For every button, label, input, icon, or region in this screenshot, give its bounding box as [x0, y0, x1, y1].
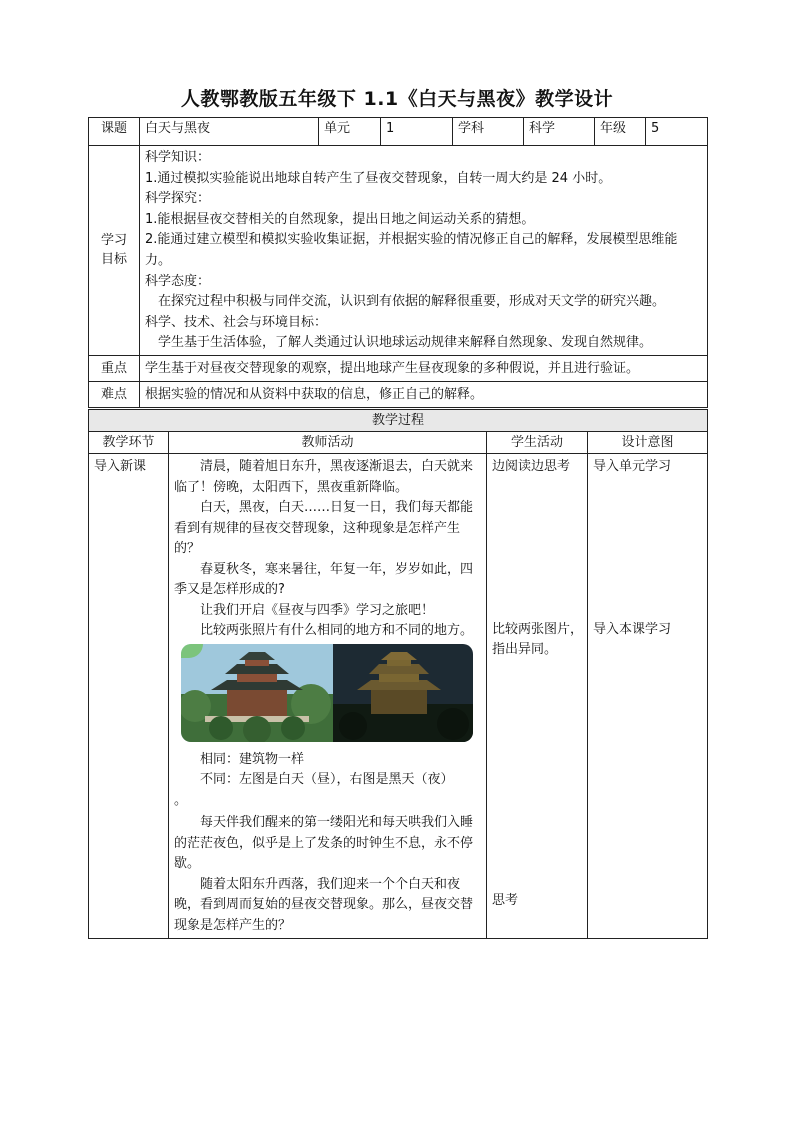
objectives-content — [140, 146, 708, 356]
teacher-activity — [169, 454, 487, 939]
key-point-label: 重点 — [89, 355, 140, 381]
day-night-photos — [181, 644, 473, 742]
objective-line: 1.能根据昼夜交替相关的自然现象，提出日地之间运动关系的猜想。 — [145, 211, 535, 227]
subject-label: 学科 — [453, 118, 524, 146]
process-row-intro — [89, 454, 708, 939]
objective-line: 科学、技术、社会与环境目标： — [145, 314, 328, 330]
teacher-paragraph: 每天伴我们醒来的第一缕阳光和每天哄我们入睡的茫茫夜色，似乎是上了发条的时钟生不息，永不停歇。 — [174, 815, 474, 871]
teacher-paragraph: 白天，黑夜，白天……日复一日，我们每天都能看到有规律的昼夜交替现象，这种现象是怎样产生的？ — [174, 500, 474, 556]
objective-line: 学生基于生活体验，了解人类通过认识地球运动规律来解释自然现象、发现自然规律。 — [158, 335, 653, 351]
objective-line: 科学探究： — [145, 191, 211, 207]
difficulty-text: 根据实验的情况和从资料中获取的信息，修正自己的解释。 — [140, 381, 708, 407]
teaching-process-table — [88, 409, 708, 939]
stage-cell: 导入新课 — [89, 454, 169, 939]
teacher-paragraph: 让我们开启《昼夜与四季》学习之旅吧！ — [200, 602, 435, 618]
unit-value: 1 — [381, 118, 453, 146]
teacher-paragraph: 不同：左图是白天（昼），右图是黑天（夜） — [200, 772, 454, 787]
unit-label: 单元 — [319, 118, 381, 146]
design-intent-1: 导入单元学习 — [593, 459, 672, 474]
subject-value: 科学 — [524, 118, 595, 146]
objective-line: 在探究过程中积极与同伴交流，认识到有依据的解释很重要，形成对天文学的研究兴趣。 — [158, 294, 666, 310]
student-activity — [487, 454, 588, 939]
lesson-info-table — [88, 117, 708, 408]
student-activity-3: 思考 — [492, 893, 519, 908]
teacher-paragraph: 相同：建筑物一样 — [200, 751, 305, 767]
objective-line: 1.通过模拟实验能说出地球自转产生了昼夜交替现象，自转一周大约是 24 小时。 — [145, 170, 612, 186]
teacher-paragraph: 清晨，随着旭日东升，黑夜逐渐退去，白天就来临了！傍晚，太阳西下，黑夜重新降临。 — [174, 459, 474, 495]
design-intent-2: 导入本课学习 — [593, 622, 672, 637]
daytime-photo — [181, 644, 333, 742]
teacher-paragraph: 春夏秋冬，寒来暑往，年复一年，岁岁如此，四季又是怎样形成的? — [174, 561, 474, 597]
col-student: 学生活动 — [487, 432, 588, 454]
objective-line: 科学知识： — [145, 150, 211, 165]
info-row — [89, 118, 708, 146]
objective-line: 科学态度： — [145, 273, 211, 289]
objectives-label: 学习 目标 — [89, 146, 140, 356]
process-columns-row — [89, 432, 708, 454]
difficulty-row — [89, 381, 708, 407]
topic-label: 课题 — [89, 118, 140, 146]
objective-line: 2.能通过建立模型和模拟实验收集证据，并根据实验的情况修正自己的解释，发展模型思维能力。 — [145, 232, 678, 268]
col-teacher: 教师活动 — [169, 432, 487, 454]
key-point-text: 学生基于对昼夜交替现象的观察，提出地球产生昼夜现象的多种假说，并且进行验证。 — [140, 355, 708, 381]
nighttime-photo — [333, 644, 473, 742]
objectives-row — [89, 146, 708, 356]
process-heading-row — [89, 410, 708, 432]
design-intent — [588, 454, 708, 939]
difficulty-label: 难点 — [89, 381, 140, 407]
col-stage: 教学环节 — [89, 432, 169, 454]
grade-value: 5 — [646, 118, 708, 146]
page-title: 人教鄂教版五年级下 1.1《白天与黑夜》教学设计 — [180, 88, 614, 110]
teacher-paragraph: 随着太阳东升西落，我们迎来一个个白天和夜晚，看到周而复始的昼夜交替现象。那么，昼夜交替现象是怎样产生的？ — [174, 876, 474, 933]
key-point-row — [89, 355, 708, 381]
teacher-paragraph: 。 — [174, 792, 188, 808]
student-activity-2: 比较两张图片，指出异同。 — [492, 622, 584, 657]
topic-value: 白天与黑夜 — [140, 118, 319, 146]
col-design: 设计意图 — [588, 432, 708, 454]
process-heading: 教学过程 — [89, 410, 708, 432]
grade-label: 年级 — [595, 118, 646, 146]
student-activity-1: 边阅读边思考 — [492, 459, 571, 474]
teacher-paragraph: 比较两张照片有什么相同的地方和不同的地方。 — [200, 623, 474, 638]
